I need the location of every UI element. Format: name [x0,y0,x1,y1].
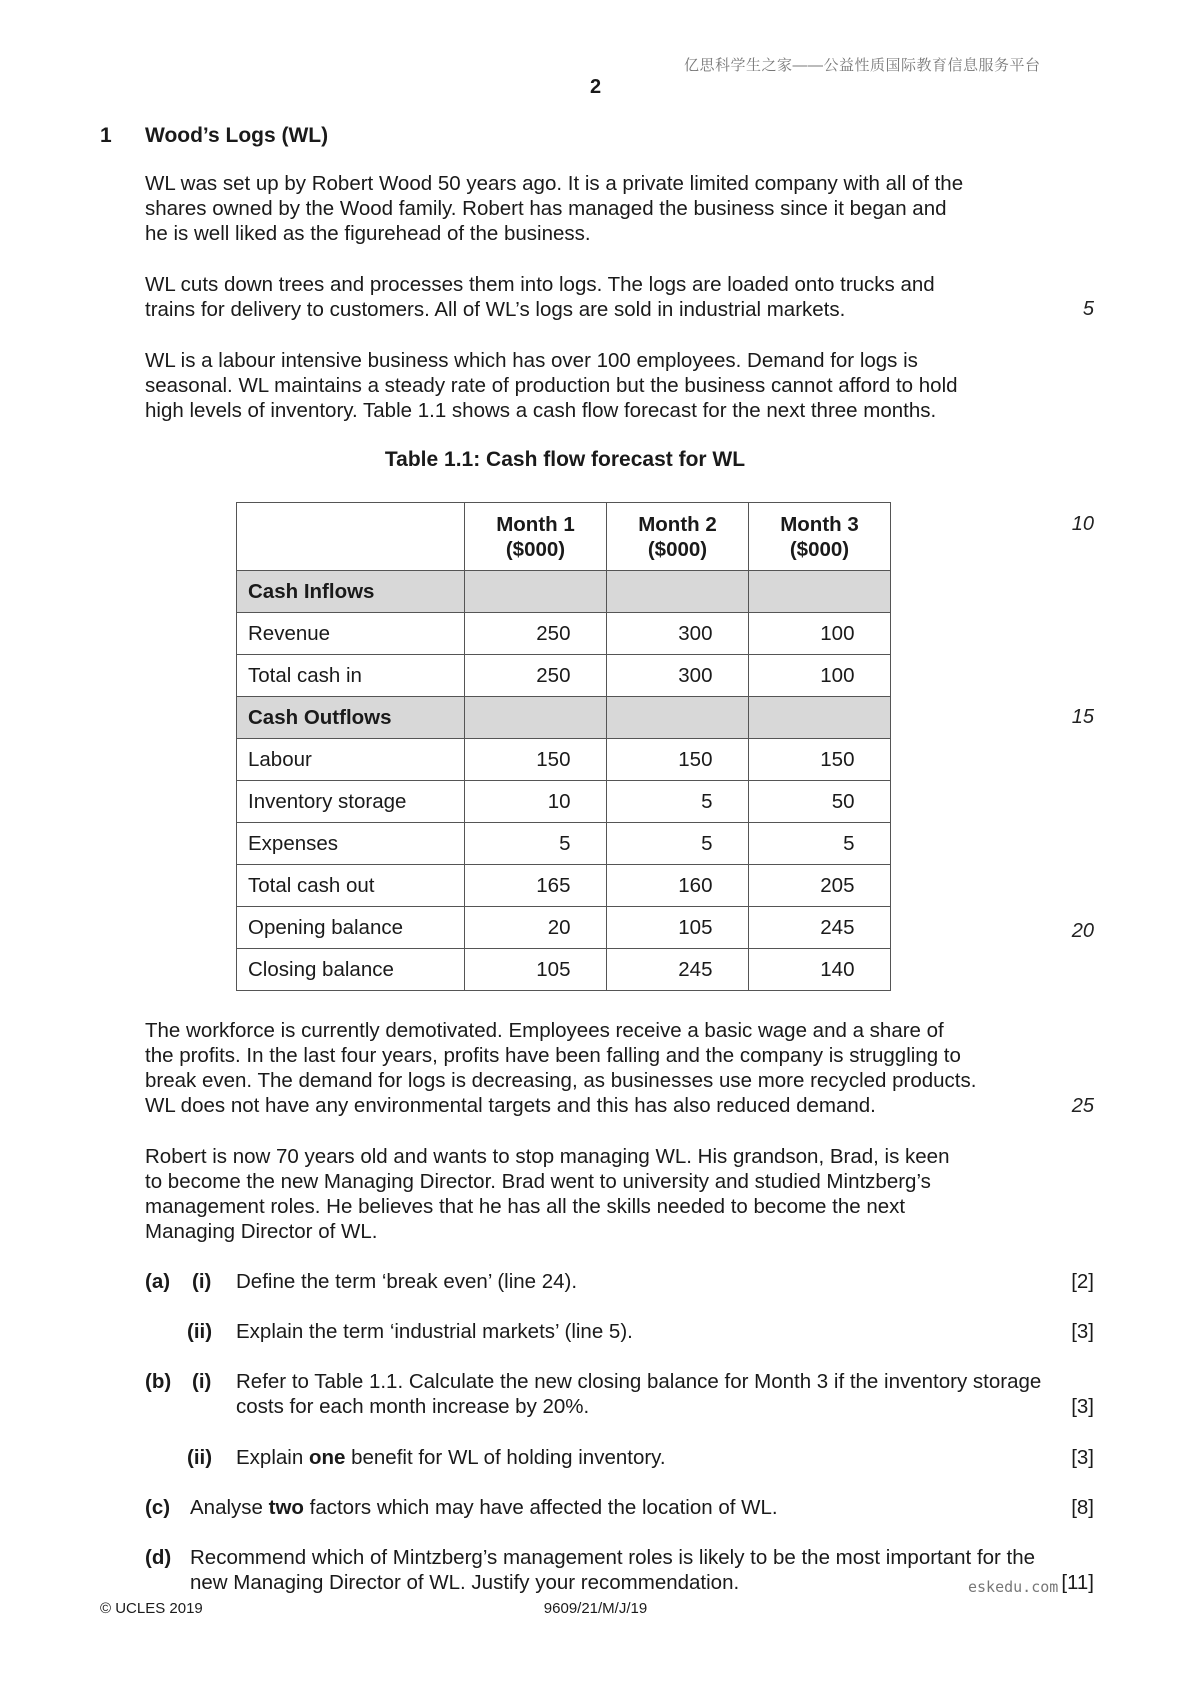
header-blank-cell [237,503,465,571]
cell: 165 [465,865,607,907]
row-label: Total cash in [237,655,465,697]
cell: 105 [465,949,607,991]
table-header-row [237,503,891,571]
table-row [237,655,891,697]
paragraph-line: WL does not have any environmental targets and this has also reduced demand. [145,1094,876,1117]
paragraph-line: he is well liked as the figurehead of the business. [145,222,591,245]
cell: 140 [749,949,891,991]
paragraph-line: seasonal. WL maintains a steady rate of production but the business cannot afford to hold [145,374,958,397]
paragraph-line: The workforce is currently demotivated. Employees receive a basic wage and a share of [145,1019,944,1042]
page-number: 2 [589,76,602,98]
part-c-label: (c) [145,1496,171,1519]
paragraph-3 [145,348,1030,423]
question-number: 1 [100,124,112,147]
part-b-ii-label: (ii) [187,1446,213,1469]
cell: 150 [749,739,891,781]
paragraph-4 [145,1018,1030,1118]
table-row [237,949,891,991]
cell: 160 [607,865,749,907]
paragraph-1 [145,171,1030,246]
row-label: Inventory storage [237,781,465,823]
table-row [237,865,891,907]
table-row-section [237,697,891,739]
footer-copyright: © UCLES 2019 [100,1600,203,1617]
table-caption: Table 1.1: Cash flow forecast for WL [384,448,746,471]
paragraph-line: Robert is now 70 years old and wants to stop managing WL. His grandson, Brad, is keen [145,1145,950,1168]
question-title: Wood’s Logs (WL) [145,124,329,147]
line-number-25: 25 [1071,1095,1094,1117]
cell: 150 [607,739,749,781]
row-label: Revenue [237,613,465,655]
part-d-text-line-1: Recommend which of Mintzberg’s management roles is likely to be the most important for the [190,1546,1036,1569]
part-a-ii-text: Explain the term ‘industrial markets’ (line 5). [236,1320,633,1343]
paragraph-line: high levels of inventory. Table 1.1 shows a cash flow forecast for the next three months. [145,399,937,422]
header-month-2: Month 2 ($000) [607,503,749,571]
part-a-ii-mark: [3] [1071,1320,1094,1343]
part-a-i-label: (i) [192,1270,212,1293]
paragraph-line: WL was set up by Robert Wood 50 years ago. It is a private limited company with all of the [145,172,964,195]
row-label: Total cash out [237,865,465,907]
table-row [237,739,891,781]
cell: 245 [749,907,891,949]
watermark-footer: eskedu.com [968,1578,1059,1596]
part-c-text: Analyse two factors which may have affected the location of WL. [190,1496,778,1519]
cell: 10 [465,781,607,823]
cell: 5 [465,823,607,865]
cell: 245 [607,949,749,991]
line-number-5: 5 [1082,298,1094,320]
cell: 300 [607,655,749,697]
part-d-mark: [11] [1061,1571,1094,1594]
header-month-1: Month 1 ($000) [465,503,607,571]
paragraph-line: shares owned by the Wood family. Robert has managed the business since it began and [145,197,947,220]
line-number-15: 15 [1071,706,1094,728]
row-label: Opening balance [237,907,465,949]
watermark-header: 亿思科学生之家——公益性质国际教育信息服务平台 [684,57,1041,74]
paragraph-line: Managing Director of WL. [145,1220,378,1243]
cell [465,697,607,739]
paragraph-line: trains for delivery to customers. All of WL’s logs are sold in industrial markets. [145,298,846,321]
footer-code: 9609/21/M/J/19 [543,1600,648,1617]
table-row [237,823,891,865]
part-b-ii-text: Explain one benefit for WL of holding inventory. [236,1446,666,1469]
cell: 105 [607,907,749,949]
line-number-20: 20 [1071,920,1094,942]
paragraph-2 [145,272,1030,322]
part-b-i-mark: [3] [1071,1395,1094,1418]
cell [465,571,607,613]
row-label: Cash Inflows [237,571,465,613]
paragraph-line: WL cuts down trees and processes them into logs. The logs are loaded onto trucks and [145,273,935,296]
header-month-3: Month 3 ($000) [749,503,891,571]
cell: 50 [749,781,891,823]
cell: 5 [607,781,749,823]
paragraph-line: management roles. He believes that he has all the skills needed to become the next [145,1195,906,1218]
cell [607,697,749,739]
cell: 300 [607,613,749,655]
part-d-label: (d) [145,1546,172,1569]
row-label: Expenses [237,823,465,865]
table-row [237,907,891,949]
line-number-10: 10 [1071,513,1094,535]
row-label: Labour [237,739,465,781]
paragraph-line: WL is a labour intensive business which has over 100 employees. Demand for logs is [145,349,918,372]
paragraph-line: the profits. In the last four years, profits have been falling and the company is struggling to [145,1044,961,1067]
part-a-i-mark: [2] [1071,1270,1094,1293]
paragraph-line: to become the new Managing Director. Brad went to university and studied Mintzberg’s [145,1170,931,1193]
part-b-label: (b) [145,1370,172,1393]
part-a-label: (a) [145,1270,171,1293]
part-b-i-label: (i) [192,1370,212,1393]
paragraph-line: break even. The demand for logs is decreasing, as businesses use more recycled products. [145,1069,977,1092]
cell: 250 [465,613,607,655]
cell: 20 [465,907,607,949]
table-row [237,613,891,655]
cell: 205 [749,865,891,907]
cell: 150 [465,739,607,781]
part-c-mark: [8] [1071,1496,1094,1519]
table-row [237,781,891,823]
part-b-ii-mark: [3] [1071,1446,1094,1469]
row-label: Cash Outflows [237,697,465,739]
part-a-ii-label: (ii) [187,1320,213,1343]
cell: 100 [749,655,891,697]
cell [749,697,891,739]
part-b-i-text-line-1: Refer to Table 1.1. Calculate the new closing balance for Month 3 if the inventory storage [236,1370,1042,1393]
cell: 5 [607,823,749,865]
cell [607,571,749,613]
cash-flow-table [236,502,891,991]
row-label: Closing balance [237,949,465,991]
part-d-text-line-2: new Managing Director of WL. Justify your recommendation. [190,1571,740,1594]
cell: 100 [749,613,891,655]
paragraph-5 [145,1144,1030,1244]
cell: 5 [749,823,891,865]
cell [749,571,891,613]
part-b-i-text-line-2: costs for each month increase by 20%. [236,1395,590,1418]
part-a-i-text: Define the term ‘break even’ (line 24). [236,1270,578,1293]
cell: 250 [465,655,607,697]
table-row-section [237,571,891,613]
